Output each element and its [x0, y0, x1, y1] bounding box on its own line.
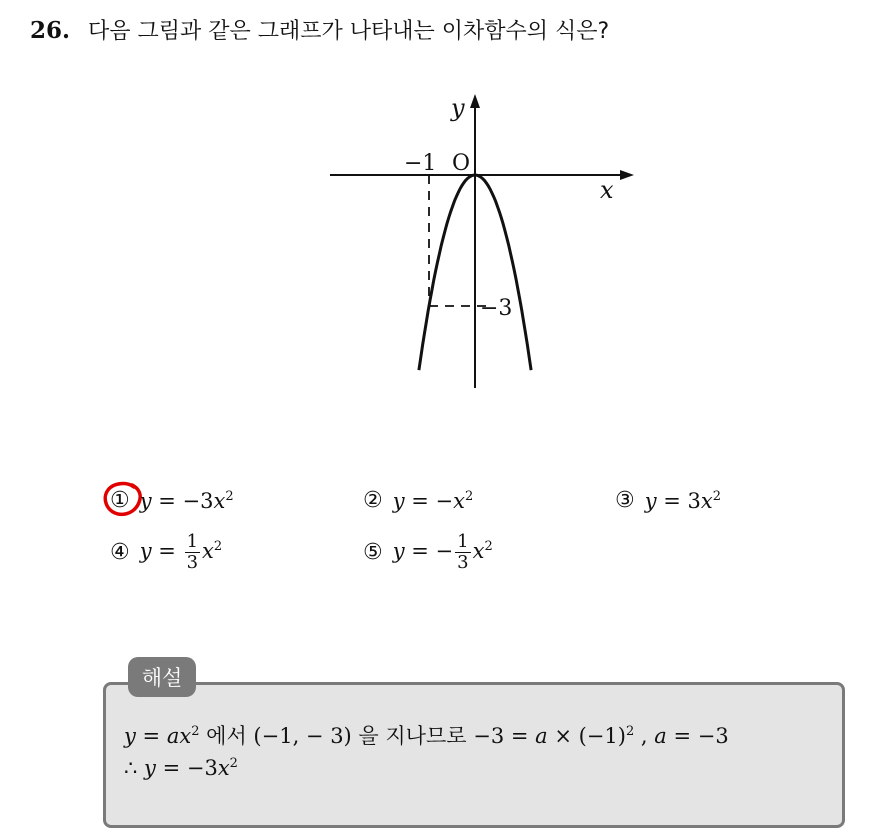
choice-formula: y = $\frac{1}{3}$ $x^2$ — [139, 531, 223, 573]
parabola-graph — [320, 88, 640, 398]
y-axis-arrow — [470, 94, 480, 108]
choice-formula: y = − $\frac{1}{3}$ $x^2$ — [392, 531, 493, 573]
choice-2[interactable] — [363, 488, 473, 513]
choice-number: ④ — [110, 540, 130, 565]
x-axis-label: x — [600, 176, 614, 204]
solution-line-1: $y = ax^2$ 에서 (−1, − 3) 을 지나므로 $-3 = a \times (-1)^2$ , a = −3 — [124, 724, 729, 748]
fraction: $\frac{1}{3}$ — [457, 531, 469, 573]
solution-tab: 해설 — [128, 657, 196, 697]
solution-box — [103, 682, 845, 828]
x-tick-label: −1 — [404, 151, 437, 176]
y-tick-label: −3 — [480, 296, 513, 321]
choice-formula: $y = -3x^2$ — [139, 488, 234, 513]
choice-number: ⑤ — [363, 540, 383, 565]
choice-1[interactable] — [110, 488, 234, 513]
question-number: 26. — [30, 17, 71, 44]
choice-3[interactable] — [615, 488, 721, 513]
choice-formula: $y = -x^2$ — [392, 488, 474, 513]
solution-line-2: ∴ $y = -3x^2$ — [124, 756, 238, 780]
question-text: 다음 그림과 같은 그래프가 나타내는 이차함수의 식은? — [88, 19, 610, 44]
choice-number: ② — [363, 488, 383, 513]
fraction: $\frac{1}{3}$ — [186, 531, 199, 573]
question-header — [30, 16, 609, 47]
choice-5[interactable] — [363, 532, 493, 573]
choice-4[interactable] — [110, 532, 222, 573]
x-axis-arrow — [620, 170, 634, 180]
y-axis-label: y — [451, 94, 465, 122]
origin-label: O — [452, 151, 471, 176]
choice-formula: $y = 3x^2$ — [644, 488, 722, 513]
choice-number: ③ — [615, 488, 635, 513]
choice-number: ① — [110, 488, 130, 513]
